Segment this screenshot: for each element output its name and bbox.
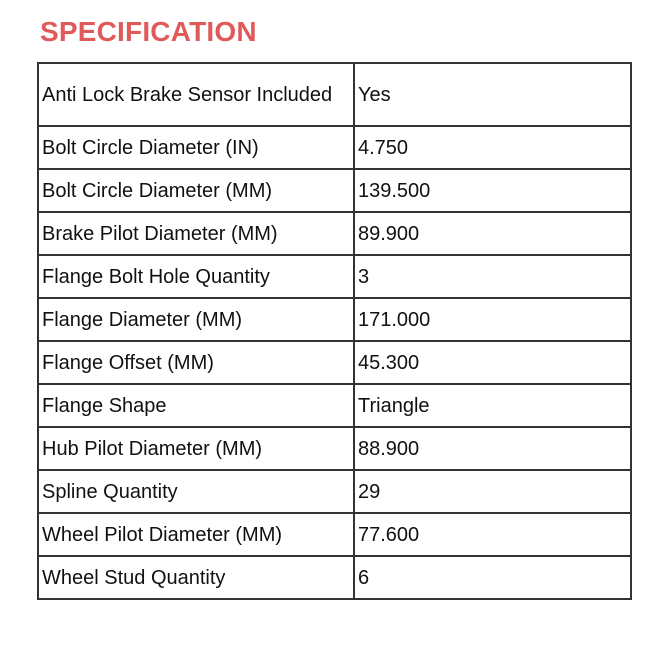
table-row (38, 427, 631, 470)
spec-label: Wheel Stud Quantity (38, 556, 354, 599)
table-row (38, 556, 631, 599)
specification-table (37, 62, 632, 600)
spec-label: Spline Quantity (38, 470, 354, 513)
spec-label: Flange Offset (MM) (38, 341, 354, 384)
spec-value: 77.600 (354, 513, 631, 556)
table-row (38, 384, 631, 427)
table-row (38, 255, 631, 298)
table-row (38, 513, 631, 556)
spec-label: Bolt Circle Diameter (IN) (38, 126, 354, 169)
spec-label: Flange Diameter (MM) (38, 298, 354, 341)
spec-value: Yes (354, 63, 631, 126)
spec-value: 89.900 (354, 212, 631, 255)
spec-value: 4.750 (354, 126, 631, 169)
table-row (38, 341, 631, 384)
table-row (38, 298, 631, 341)
spec-label: Brake Pilot Diameter (MM) (38, 212, 354, 255)
spec-value: 3 (354, 255, 631, 298)
table-row (38, 126, 631, 169)
spec-value: 139.500 (354, 169, 631, 212)
table-row (38, 212, 631, 255)
spec-value: 45.300 (354, 341, 631, 384)
spec-value: 6 (354, 556, 631, 599)
spec-value: 88.900 (354, 427, 631, 470)
page-title: SPECIFICATION (40, 16, 257, 47)
spec-value: 171.000 (354, 298, 631, 341)
table-row (38, 470, 631, 513)
spec-label: Bolt Circle Diameter (MM) (38, 169, 354, 212)
spec-value: Triangle (354, 384, 631, 427)
table-row (38, 63, 631, 126)
table-row (38, 169, 631, 212)
spec-label: Wheel Pilot Diameter (MM) (38, 513, 354, 556)
spec-label: Flange Bolt Hole Quantity (38, 255, 354, 298)
spec-value: 29 (354, 470, 631, 513)
spec-label: Anti Lock Brake Sensor Included (38, 63, 354, 126)
spec-label: Hub Pilot Diameter (MM) (38, 427, 354, 470)
spec-label: Flange Shape (38, 384, 354, 427)
